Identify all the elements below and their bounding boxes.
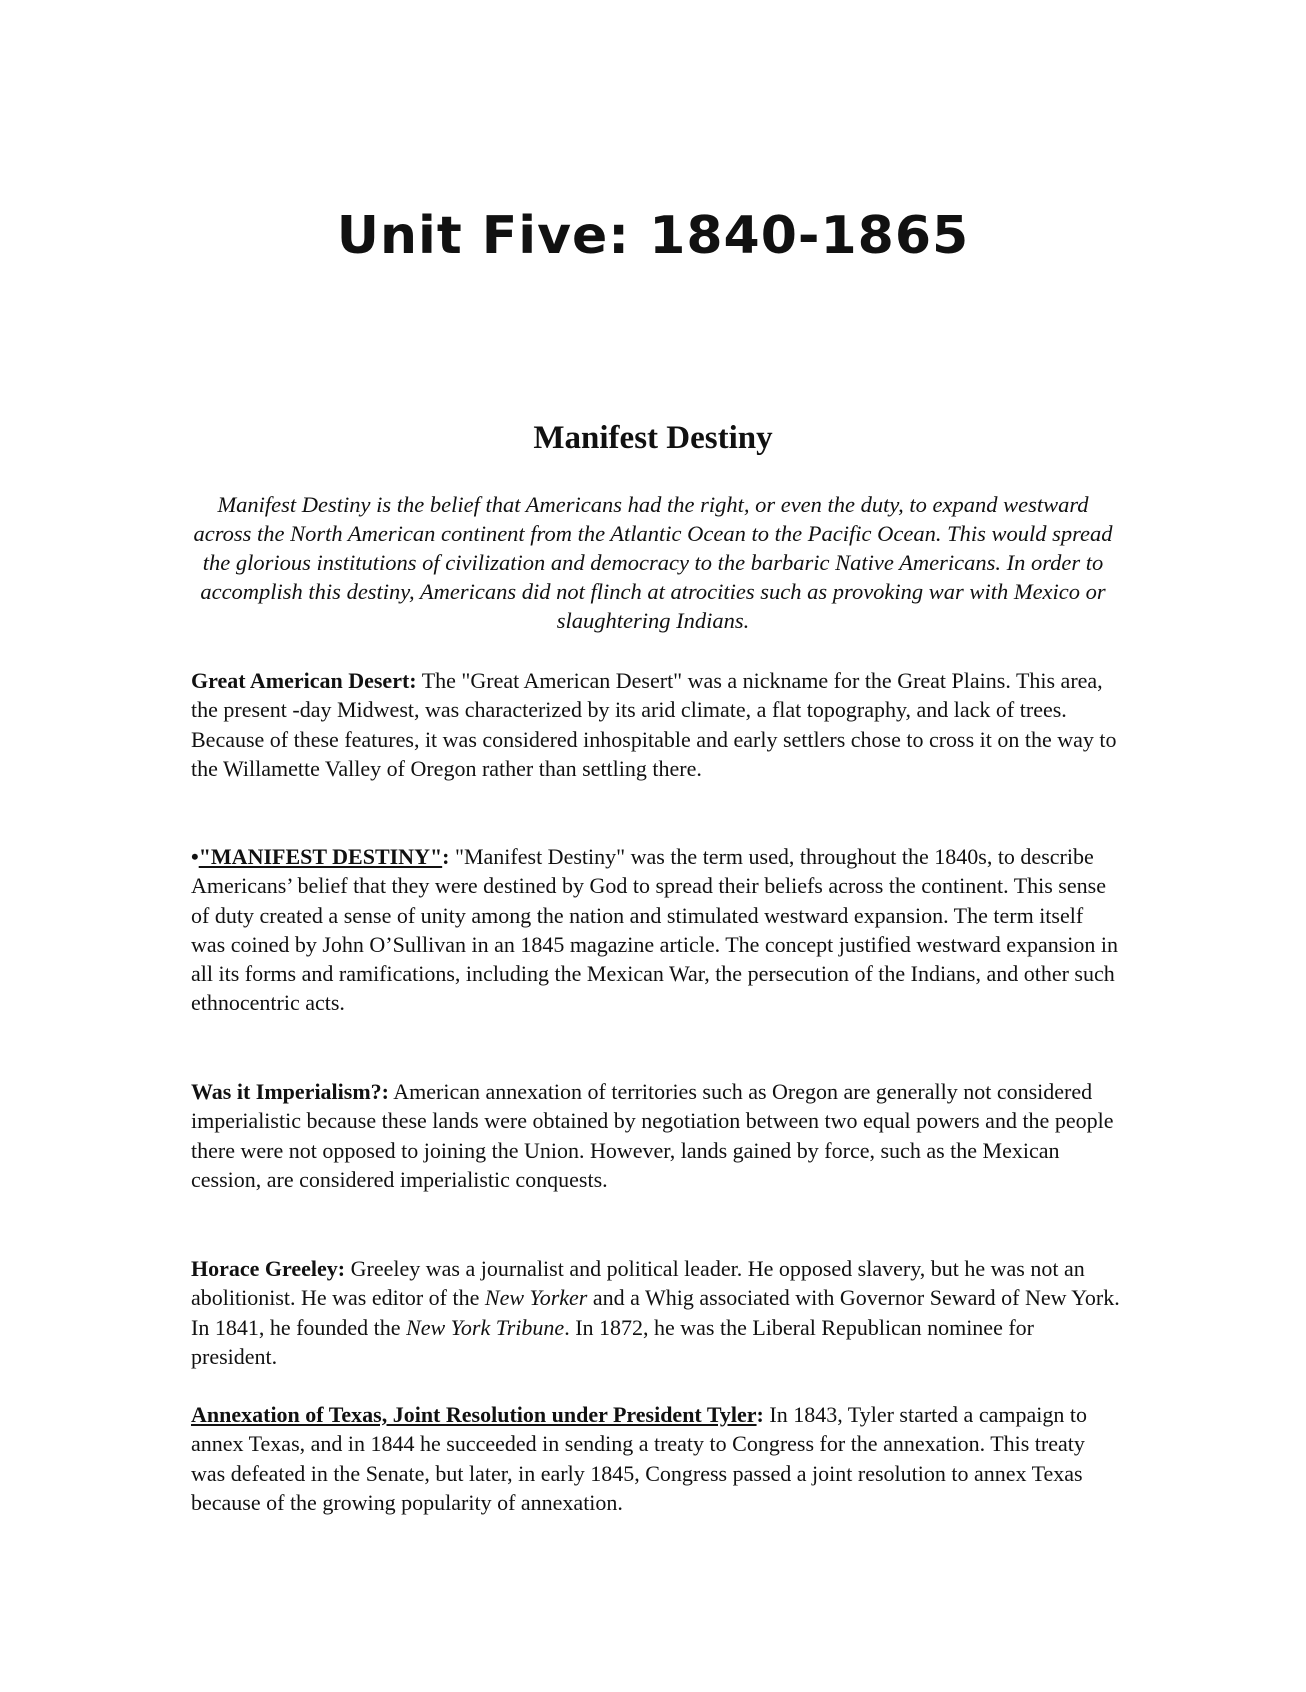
entry-great-american-desert [191,666,1121,783]
entry-manifest-destiny [191,842,1121,1018]
bullet-marker: • [191,844,199,869]
entry-text: American annexation of territories such as Oregon are generally not considered imperialistic because these lands were obtained by negotiation between two equal powers and the people there were not opposed to joining the Union. However, lands gained by force, such as the Mexican cession, are considered imperialistic conquests. [191,1079,1114,1192]
publication-title: New York Tribune [406,1314,565,1340]
publication-title: New Yorker [484,1285,588,1311]
entry-term: Great American Desert: [191,668,417,693]
entry-text: . In 1872, he was the Liberal Republican nominee for president. [191,1314,1034,1369]
entry-colon: : [756,1402,764,1427]
entry-text: In 1843, Tyler started a campaign to annex Texas, and in 1844 he succeeded in sending a treaty to Congress for the annexation. This treaty was defeated in the Senate, but later, in early 1845, Congress passed a joint resolution to annex Texas because of the growing popularity of annexation. [191,1402,1087,1515]
entry-term: Was it Imperialism?: [191,1079,389,1104]
section-title: Manifest Destiny [533,420,773,456]
entry-text: and a Whig associated with Governor Seward of New York. In 1841, he founded the [191,1285,1120,1340]
entry-term: Horace Greeley: [191,1256,346,1281]
unit-title: Unit Five: 1840-1865 [336,206,970,266]
entry-term: "MANIFEST DESTINY" [198,844,443,869]
entry-text: "Manifest Destiny" was the term used, throughout the 1840s, to describe Americans’ belief that they were destined by God to spread their beliefs across the continent. This sense of duty created a sense of unity among the nation and stimulated westward expansion. The term itself was coined by John O’Sullivan in an 1845 magazine article. The concept justified westward expansion in all its forms and ramifications, including the Mexican War, the persecution of the Indians, and other such ethnocentric acts. [191,844,1119,1016]
entry-was-it-imperialism [191,1077,1121,1194]
entry-colon: : [442,844,450,869]
intro-paragraph: Manifest Destiny is the belief that Americans had the right, or even the duty, to expand westward across the North American continent from the Atlantic Ocean to the Pacific Ocean. This would spread the glorious institutions of civilization and democracy to the barbaric Native Americans. In order to accomplish this destiny, Americans did not flinch at atrocities such as provoking war with Mexico or slaughtering Indians. [193,492,1113,633]
entry-annexation-of-texas [191,1400,1121,1517]
entry-term: Annexation of Texas, Joint Resolution under President Tyler [191,1402,757,1427]
entry-text: The "Great American Desert" was a nickname for the Great Plains. This area, the present -day Midwest, was characterized by its arid climate, a flat topography, and lack of trees. Because of these features, it was considered inhospitable and early settlers chose to cross it on the way to the Willamette Valley of Oregon rather than settling there. [191,668,1117,781]
entry-text: Greeley was a journalist and political leader. He opposed slavery, but he was not an abolitionist. He was editor of the [191,1256,1085,1311]
entry-horace-greeley [191,1254,1121,1371]
